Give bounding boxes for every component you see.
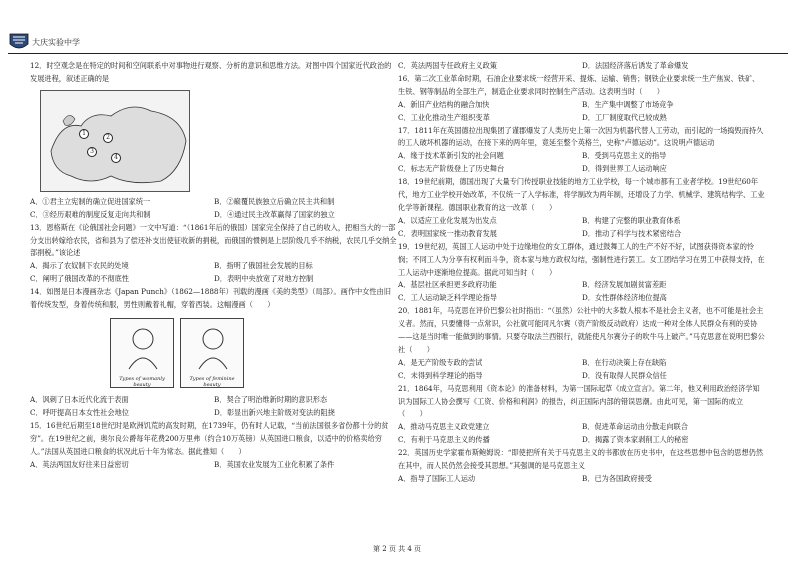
answer-option: A．缘于技术革新引发的社会问题 [398,151,504,161]
answer-option: B．指明了俄国社会发展的目标 [214,261,313,271]
answer-option: C．标志无产阶级登上了历史舞台 [398,164,505,174]
question-stem: 15．16世纪后期至18世纪时是欧洲饥荒的高发时期，在1739年，仍有时人记载，“当前法国很多省份都十分的贫穷”。在19世纪之前，奥尔良公爵每年花费200万里弗（约合10万英镑）从英国进口粮食，以适中的价格卖给穷人。”法国从英国进口粮食的状况此后十年为常态。据此推知（ ） [30,420,389,456]
cartoon-caption: Types of feminine beauty [189,375,235,388]
answer-option: D．女性群体经济地位提高 [582,293,667,303]
map-marker: 2 [103,133,113,143]
question-stem: 19．19世纪初，英国工人运动中处于边缘地位的女工群体，通过鼓舞工人的生产不好不好，试图获得资本家的怜悯；不同工人为分享有权利而斗争，资本家与地方政权勾结，强制性进行罢工。女工团结学习在男工中获得支持，在工人运动中逐渐地位提高。据此可知当时（ ） [398,241,765,277]
answer-options [398,292,766,305]
answer-option: B．契合了明治维新时期的意识形态 [214,394,328,404]
answer-options [398,421,766,434]
answer-option: A．揭示了农奴制下农民的处境 [30,261,129,271]
answer-options [398,99,766,112]
question-stem: 14．如图是日本漫画杂志《Japan Punch》（1862—1888年）刊载的漫画《美的类型》（局部）。画作中女性由旧着传统发型，身着传统和服，男性则戴着礼帽，穿着西装。这幅漫画（ ） [30,287,391,310]
answer-option: C．未得到科学理论的指导 [398,370,483,380]
answer-option: D．推动了科学与技术紧密结合 [582,228,682,238]
answer-options [30,273,398,286]
left-column [30,60,398,471]
answer-options [30,394,398,407]
answer-option: A．指导了国际工人运动 [398,474,476,483]
answer-option: A．以适应工业化发展为出发点 [398,215,497,225]
answer-options [30,209,398,222]
right-column [398,60,766,486]
answer-options [30,459,398,472]
answer-option: D．彰显出新兴地主阶级对变法的阻挠 [214,407,335,417]
answer-option: D．法国经济落后诱发了革命爆发 [582,61,689,70]
answer-option: C．有利于马克思主义的传播 [398,435,490,445]
answer-option: B．②巅覆民族独立后确立民主共和制 [214,196,335,206]
answer-option: D．没有取得人民群众信任 [582,370,667,380]
page-number: 第 2 页 共 4 页 [372,545,422,553]
answer-option: A．讽刺了日本近代化流于表面 [30,394,129,404]
answer-options [398,112,766,125]
answer-options [398,215,766,228]
answer-options [30,196,398,209]
answer-option: B．生产集中调整了市场竞争 [582,99,674,109]
header [8,30,788,54]
answer-option: B．英国农业发展为工业化积累了条件 [214,459,335,469]
answer-options [398,150,766,163]
answer-option: B．在行动决策上存在缺陷 [582,357,667,367]
answer-options [30,260,398,273]
answer-option: B．受到马克思主义的指导 [582,151,667,161]
question-stem: 21．1864年，马克思利用《资本论》的准备材料，为第一国际起草《成立宣言》。第二年，他又利用政治经济学知识为国际工人协会撰写《工资、价格和利润》的报告，纠正国际内部的错误思潮。由此可见，第一国际的成立（ ） [398,383,760,419]
answer-options [398,228,766,241]
answer-option: C．工人运动缺乏科学理论指导 [398,293,497,303]
question-stem: 20．1881年，马克思在评价巴黎公社时指出：“（虽然）公社中的大多数人根本不是社会主义者，也不可能是社会主义者。然而，只要懂得一点常识，公社就可能同凡尔赛（资产阶级反动政府）达成一种对全体人民群众有利的妥协——这是当时唯一能做到的事情。只要夺取法兰西银行，就能使凡尔赛分子的吹牛马上破产。”马克思意在说明巴黎公社（ ） [398,306,765,354]
answer-option: C．③经历艰难的制度反复走向共和制 [30,209,151,219]
cartoon-panel [180,318,244,388]
map-marker: 4 [111,153,121,163]
cartoon-caption: Types of womanly beauty [119,375,165,388]
answer-option: D．工厂制度取代已较成熟 [582,112,667,122]
answer-options [398,279,766,292]
answer-options [398,163,766,176]
answer-option: C．表明国家统一推动教育发展 [398,228,497,238]
answer-option: B．促进革命运动由分散走向联合 [582,422,688,432]
answer-options [398,434,766,447]
answer-option: D．揭露了资本家剥削工人的秘密 [582,435,689,445]
answer-option: A．英法两国友好往来日益密切 [30,459,129,469]
question-stem: 12．时空观念是在特定的时间和空间联系中对事物进行观察、分析的意识和思维方法。对图中四个国家近代政治的发展进程，叙述正确的是 [30,61,392,83]
answer-options [398,357,766,370]
answer-option: A．基层社区承担更多政府功能 [398,280,497,290]
answer-options [398,473,766,486]
answer-option: D．得到世界工人运动响应 [582,164,667,174]
answer-option: A．是无产阶级专政的尝试 [398,357,483,367]
question-stem: 13．恩格斯在《论俄国社会问题》一文中写道：“（1861年后的俄国）国家完全保持了自己的收入，把相当大的一部分支出转嫁给农民，省和县为了偿还补支出使征收新的捐税，而俄国的惯例是上层阶级几乎不纳税，农民几乎交纳全部捐税。”该论述 [30,222,397,258]
school-name: 大庆实验中学 [32,38,80,47]
cartoon-panels [110,318,398,388]
answer-option: C．工业化推动生产组织变革 [398,112,490,122]
answer-option: A．新旧产业结构的融合加快 [398,99,490,109]
map-marker: 1 [79,129,89,139]
answer-options [30,407,398,420]
answer-option: A．①君主立宪制的确立促进国家统一 [30,196,151,206]
school-logo-icon [8,32,30,52]
question-stem: 17．1811年在英国德拉出现集团了谨郡爆发了人类历史上第一次因为机器代替人工劳动，而引起的一场捣毁而持久的工人破坏机器的运动，在接下来的两年里，竟延至整个英格兰，史称“卢德运动”。这说明卢德运动 [398,125,764,148]
answer-option: B．构建了完整的职业教育体系 [582,215,681,225]
answer-option: B．经济发展加剧贫富差距 [582,280,667,290]
answer-option: D．表明中央放宽了对地方控制 [214,274,314,284]
answer-option: D．④通过民主改革赢得了国家的独立 [214,209,335,219]
answer-option: C．英法两国专任政府主义政策 [398,61,497,70]
question-stem: 16．第二次工业革命时期，石油企业要求统一经营开采、提炼、运输、销售；钢铁企业要求统一生产焦炭、铁矿、生铁、钢等制品的全部生产，制造企业要求同时控制生产活动。这表明当时（ ） [398,73,760,96]
answer-option: C．阐明了俄国改革的不彻底性 [30,274,129,284]
map-marker: 3 [87,147,97,157]
answer-option: B．已为各国政府接受 [582,474,652,483]
question-stem: 18．19世纪前期，德国出现了大量专门传授职业技能的地方工业学校，每一个城市都有工业者学校。19世纪60年代，地方工业学校开始改革，不仅统一了入学标准，将学制改为两年制，还增设了力学、机械学、建筑结构学、工业化学等新课程。德国职业教育的这一改革（ ） [398,177,765,212]
answer-options [398,370,766,383]
question-stem: 22．英国历史学家霍布斯鲍姆说：“即使把所有关于马克思主义的书都放在历史书中，在这些思想中包含的思想仍然在其中，而人民仍然会接受其思想。”其强调的是马克思主义 [398,448,764,471]
answer-option: A．推动马克思主义政党建立 [398,422,490,432]
answer-option: C．呼吁提高日本女性社会地位 [30,407,129,417]
europe-map [40,90,190,192]
answer-options [398,60,766,73]
cartoon-panel [110,318,174,388]
